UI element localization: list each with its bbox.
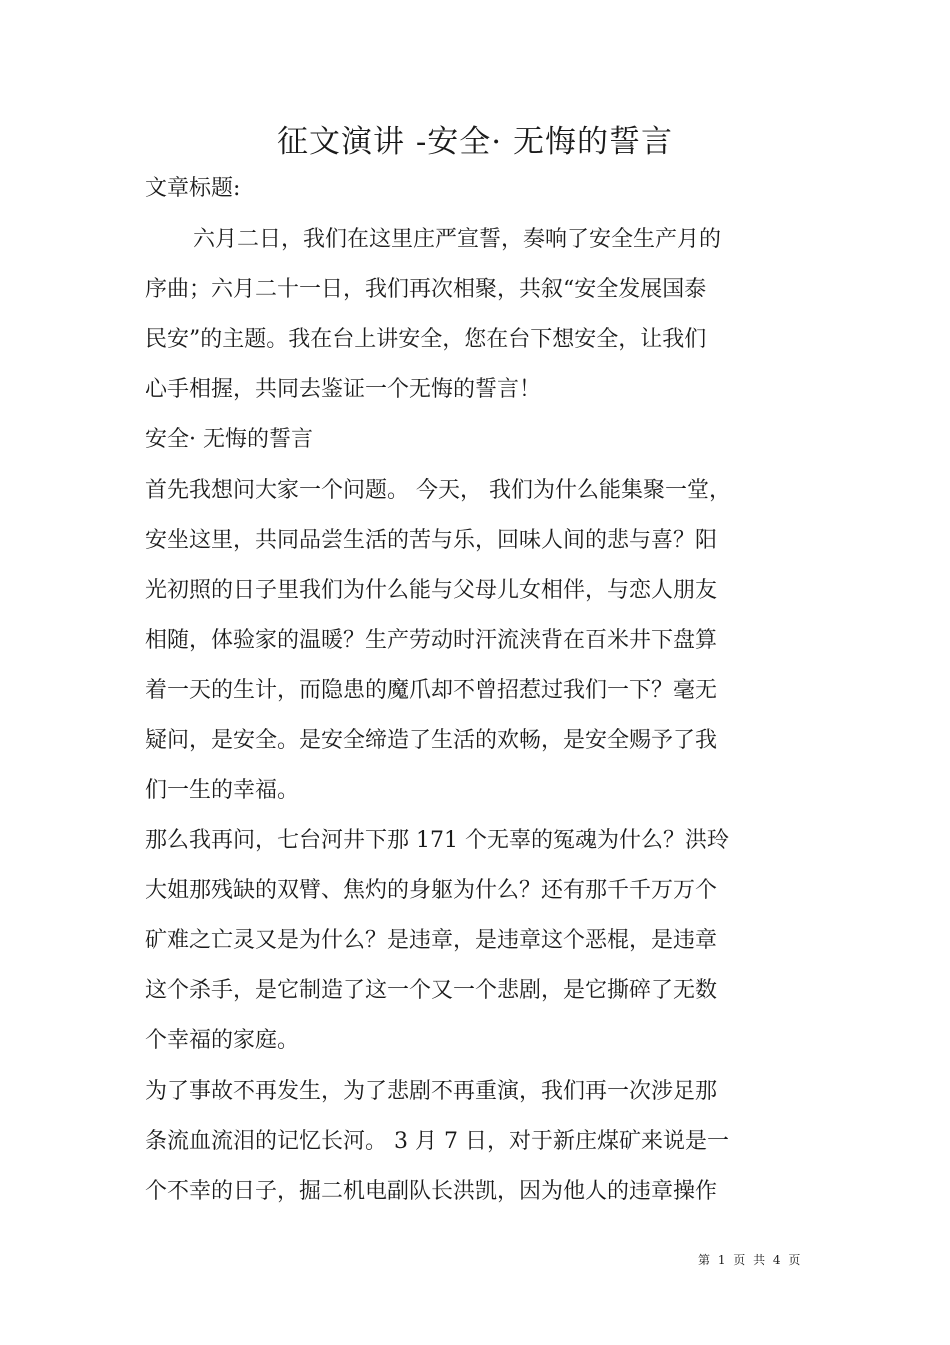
paragraph-line: 个幸福的家庭。 — [145, 1028, 300, 1053]
section-heading: 安全· 无悔的誓言 — [145, 427, 313, 452]
paragraph-line: 首先我想问大家一个问题。 今天， 我们为什么能集聚一堂， — [145, 478, 731, 503]
paragraph-line: 个不幸的日子，掘二机电副队长洪凯，因为他人的违章操作 — [145, 1179, 718, 1204]
paragraph-line: 那么我再问，七台河井下那 171 个无辜的冤魂为什么？洪玲 — [145, 828, 729, 853]
paragraph-line: 大姐那残缺的双臂、焦灼的身躯为什么？还有那千千万万个 — [145, 878, 718, 903]
paragraph-line: 着一天的生计，而隐患的魔爪却不曾招惹过我们一下？毫无 — [145, 678, 718, 703]
paragraph-line: 六月二日，我们在这里庄严宣誓，奏响了安全生产月的 — [193, 227, 722, 252]
document-title: 征文演讲 -安全· 无悔的誓言 — [276, 124, 674, 160]
paragraph-line: 条流血流泪的记忆长河。 3 月 7 日，对于新庄煤矿来说是一 — [145, 1129, 729, 1154]
paragraph-line: 序曲；六月二十一日，我们再次相聚，共叙“安全发展国泰 — [145, 277, 707, 302]
paragraph-line: 们一生的幸福。 — [145, 778, 300, 803]
paragraph-line: 光初照的日子里我们为什么能与父母儿女相伴，与恋人朋友 — [145, 578, 718, 603]
paragraph-line: 相随，体验家的温暖？生产劳动时汗流浃背在百米井下盘算 — [145, 628, 718, 653]
paragraph-line: 矿难之亡灵又是为什么？是违章，是违章这个恶棍，是违章 — [145, 928, 718, 953]
paragraph-line: 为了事故不再发生，为了悲剧不再重演，我们再一次涉足那 — [145, 1079, 718, 1104]
page-number-footer: 第 1 页 共 4 页 — [698, 1253, 803, 1267]
paragraph-line: 安坐这里，共同品尝生活的苦与乐，回味人间的悲与喜？阳 — [145, 528, 718, 553]
paragraph-line: 民安”的主题。我在台上讲安全，您在台下想安全，让我们 — [145, 327, 707, 352]
article-title-label: 文章标题: — [145, 176, 241, 201]
paragraph-line: 疑问，是安全。是安全缔造了生活的欢畅，是安全赐予了我 — [145, 728, 718, 753]
paragraph-line: 心手相握，共同去鉴证一个无悔的誓言！ — [145, 377, 542, 402]
paragraph-line: 这个杀手，是它制造了这一个又一个悲剧，是它撕碎了无数 — [145, 978, 718, 1003]
